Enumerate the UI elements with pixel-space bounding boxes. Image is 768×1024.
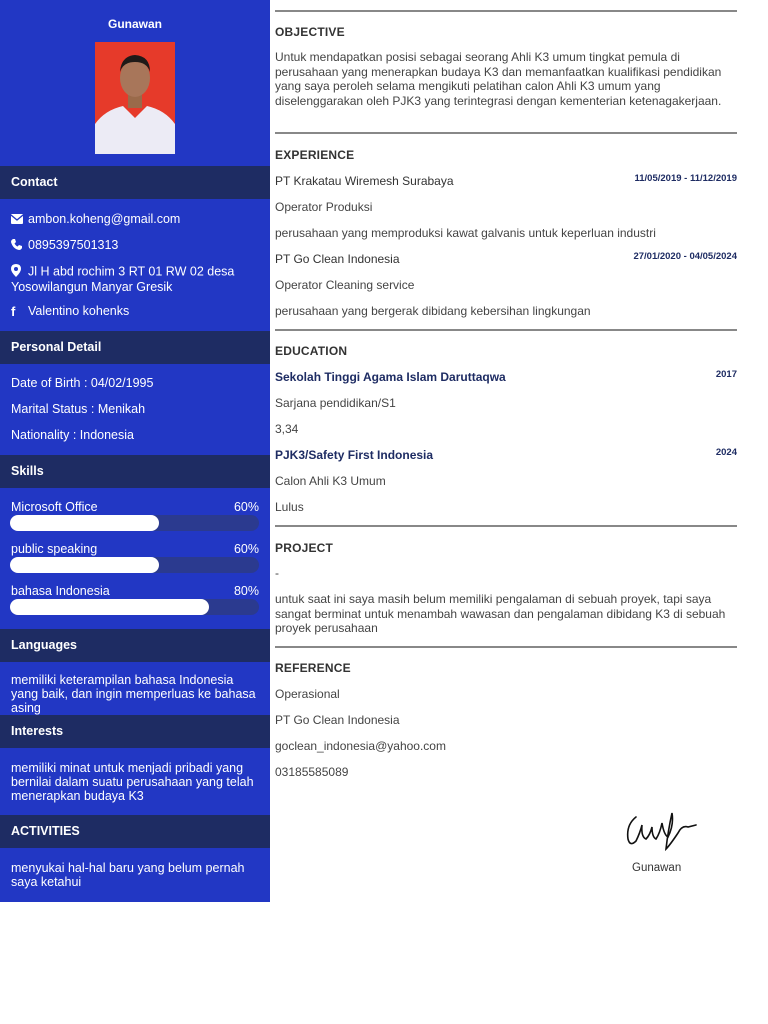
reference-email[interactable]: goclean_indonesia@yahoo.com xyxy=(275,739,446,753)
objective-heading: OBJECTIVE xyxy=(275,25,345,39)
skill-name: public speaking xyxy=(11,542,98,556)
reference-phone: 03185585089 xyxy=(275,765,349,779)
education-school: Sekolah Tinggi Agama Islam Daruttaqwa xyxy=(275,370,506,384)
activities-text: menyukai hal-hal baru yang belum pernah saya ketahui xyxy=(11,861,245,889)
phone-icon xyxy=(11,239,23,253)
skill-bar-fill xyxy=(10,515,159,531)
project-dash: - xyxy=(275,566,279,580)
contact-phone-text: 0895397501313 xyxy=(28,238,119,252)
personal-heading: Personal Detail xyxy=(0,331,270,364)
education-year: 2017 xyxy=(715,369,737,380)
experience-desc: perusahaan yang memproduksi kawat galvanis untuk keperluan industri xyxy=(275,226,656,240)
personal-marital: Marital Status : Menikah xyxy=(11,402,146,416)
education-school: PJK3/Safety First Indonesia xyxy=(275,448,434,462)
contact-facebook[interactable] xyxy=(11,304,129,319)
profile-photo xyxy=(95,42,175,154)
skill-bar xyxy=(10,557,259,573)
experience-dates: 27/01/2020 - 04/05/2024 xyxy=(633,251,737,262)
skill-bar xyxy=(10,599,259,615)
personal-dob: Date of Birth : 04/02/1995 xyxy=(11,376,154,390)
education-score: 3,34 xyxy=(275,422,299,436)
experience-role: Operator Cleaning service xyxy=(275,278,415,292)
education-degree: Calon Ahli K3 Umum xyxy=(275,474,386,488)
skill-bar xyxy=(10,515,259,531)
project-text: untuk saat ini saya masih belum memiliki pengalaman di sebuah proyek, tapi saya sangat berminat untuk menambah wawasan dan pengalaman dibidang K3 di sebuah proyek perusahaan xyxy=(275,592,726,635)
experience-dates: 11/05/2019 - 11/12/2019 xyxy=(634,173,737,184)
contact-email-text: ambon.koheng@gmail.com xyxy=(28,212,181,226)
education-degree: Sarjana pendidikan/S1 xyxy=(275,396,396,410)
skill-percent: 80% xyxy=(233,584,259,598)
facebook-icon: f xyxy=(11,303,16,319)
skill-bar-fill xyxy=(10,557,159,573)
reference-heading: REFERENCE xyxy=(275,661,351,675)
interests-heading: Interests xyxy=(0,715,270,748)
interests-text: memiliki minat untuk menjadi pribadi yang bernilai dalam suatu perusahaan yang telah menerapkan budaya K3 xyxy=(11,761,254,803)
experience-role: Operator Produksi xyxy=(275,200,373,214)
map-pin-icon xyxy=(11,264,23,280)
languages-text: memiliki keterampilan bahasa Indonesia yang baik, dan ingin memperluas ke bahasa asing xyxy=(11,673,256,715)
divider xyxy=(275,525,737,527)
profile-name: Gunawan xyxy=(107,17,162,31)
education-year: 2024 xyxy=(715,447,737,458)
signature-name: Gunawan xyxy=(632,862,682,874)
skill-percent: 60% xyxy=(233,500,259,514)
personal-nationality: Nationality : Indonesia xyxy=(11,428,134,442)
contact-email[interactable] xyxy=(11,212,180,227)
experience-heading: EXPERIENCE xyxy=(275,148,355,162)
education-heading: EDUCATION xyxy=(275,344,348,358)
contact-address-text: Jl H abd rochim 3 RT 01 RW 02 desa Yosowilangun Manyar Gresik xyxy=(11,264,235,294)
contact-heading: Contact xyxy=(0,166,270,199)
objective-text: Untuk mendapatkan posisi sebagai seorang Ahli K3 umum tingkat pemula di perusahaan yang menerapkan budaya K3 dan memanfaatkan kualifikasi pendidikan yang saya peroleh selama mengikuti pelatihan calon Ahli K3 umum yang diselenggarakan oleh PJK3 yang terintegrasi dengan kementerian ketenagakerjaan. xyxy=(275,50,722,108)
experience-desc: perusahaan yang bergerak dibidang kebersihan lingkungan xyxy=(275,304,591,318)
experience-company: PT Go Clean Indonesia xyxy=(275,252,400,266)
skill-name: bahasa Indonesia xyxy=(11,584,110,598)
contact-address xyxy=(11,264,261,294)
project-heading: PROJECT xyxy=(275,541,334,555)
experience-company: PT Krakatau Wiremesh Surabaya xyxy=(275,174,454,188)
reference-company: PT Go Clean Indonesia xyxy=(275,713,400,727)
contact-phone[interactable] xyxy=(11,238,118,253)
signature-image xyxy=(622,805,702,865)
envelope-icon xyxy=(11,213,23,227)
divider xyxy=(275,10,737,12)
activities-heading: ACTIVITIES xyxy=(0,815,270,848)
divider xyxy=(275,329,737,331)
skill-name: Microsoft Office xyxy=(11,500,98,514)
divider xyxy=(275,646,737,648)
contact-facebook-text: Valentino kohenks xyxy=(28,304,130,318)
skill-bar-fill xyxy=(10,599,209,615)
sidebar xyxy=(0,0,270,902)
skills-heading: Skills xyxy=(0,455,270,488)
reference-role: Operasional xyxy=(275,687,340,701)
divider xyxy=(275,132,737,134)
languages-heading: Languages xyxy=(0,629,270,662)
skill-percent: 60% xyxy=(233,542,259,556)
education-score: Lulus xyxy=(275,500,304,514)
